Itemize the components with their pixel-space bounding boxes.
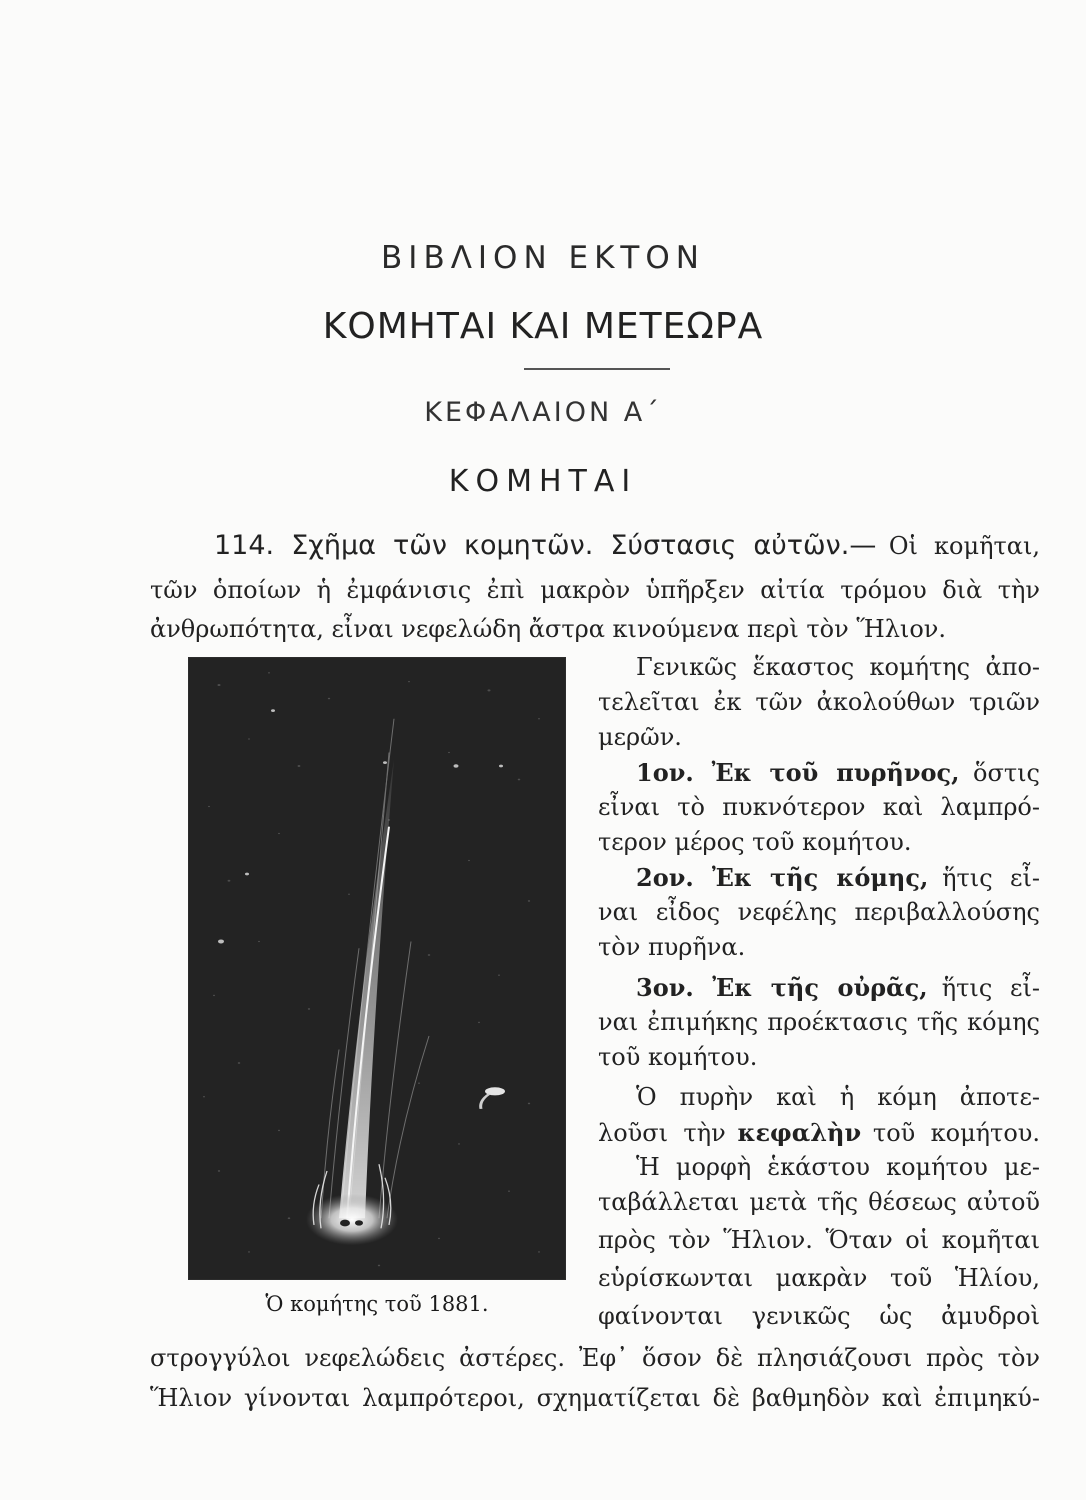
column-line: τὸν πυρῆνα.: [598, 933, 746, 961]
book-heading: ΒΙΒΛΙΟΝ ΕΚΤΟΝ: [381, 240, 705, 276]
paragraph-line: ἀνθρωπότητα, εἶναι νεφελώδη ἄστρα κινούμενα περὶ τὸν Ἥλιον.: [150, 615, 947, 643]
comet-image: [189, 658, 566, 1280]
paragraph-text: Οἱ κομῆται,: [888, 532, 1041, 560]
column-line: φαίνονται γενικῶς ὡς ἀμυδροὶ: [598, 1302, 1040, 1330]
column-line: Ἡ μορφὴ ἑκάστου κομήτου με-: [636, 1153, 1040, 1181]
column-text: τοῦ κομήτου.: [872, 1119, 1040, 1147]
item-label: 3ον. Ἐκ τῆς οὐρᾶς,: [636, 973, 928, 1002]
column-line: μερῶν.: [598, 723, 682, 751]
column-line: εὑρίσκωνται μακρὰν τοῦ Ἡλίου,: [598, 1264, 1040, 1292]
column-line: ταβάλλεται μετὰ τῆς θέσεως αὐτοῦ: [598, 1188, 1040, 1216]
column-line: [636, 863, 1040, 892]
column-line: τελεῖται ἐκ τῶν ἀκολούθων τριῶν: [598, 688, 1040, 716]
column-line: εἶναι τὸ πυκνότερον καὶ λαμπρό-: [598, 793, 1040, 821]
emphasis-term: κεφαλὴν: [737, 1118, 862, 1147]
figure-caption: Ὁ κομήτης τοῦ 1881.: [265, 1292, 489, 1316]
comet-photograph: [188, 657, 566, 1280]
column-line: πρὸς τὸν Ἥλιον. Ὅταν οἱ κομῆται: [598, 1226, 1040, 1254]
column-text: λοῦσι τὴν: [598, 1119, 726, 1147]
column-line: Ὁ πυρὴν καὶ ἡ κόμη ἀποτε-: [636, 1083, 1040, 1111]
item-text: ἥτις εἶ-: [942, 864, 1041, 892]
section-heading: ΚΟΜΗΤΑΙ: [448, 464, 638, 499]
column-line: τερον μέρος τοῦ κομήτου.: [598, 828, 912, 856]
title-divider: [524, 368, 670, 370]
column-line: ναι ἐπιμήκης προέκτασις τῆς κόμης: [598, 1008, 1040, 1036]
column-line: [598, 1118, 1040, 1147]
column-line: ναι εἶδος νεφέλης περιβαλλούσης: [598, 898, 1040, 926]
column-line: [636, 973, 1040, 1002]
item-text: ὅστις: [973, 759, 1040, 787]
item-text: ἥτις εἶ-: [941, 974, 1041, 1002]
column-line: [636, 758, 1040, 787]
page-title: ΚΟΜΗΤΑΙ ΚΑΙ ΜΕΤΕΩΡΑ: [322, 306, 764, 347]
item-label: 1ον. Ἐκ τοῦ πυρῆνος,: [636, 758, 960, 787]
paragraph-heading: 114. Σχῆμα τῶν κομητῶν. Σύστασις αὐτῶν.—: [214, 530, 877, 561]
chapter-heading: ΚΕΦΑΛΑΙΟΝ Α΄: [424, 397, 662, 428]
paragraph-line: τῶν ὁποίων ἡ ἐμφάνισις ἐπὶ μακρὸν ὑπῆρξεν αἰτία τρόμου διὰ τὴν: [150, 576, 1040, 604]
column-line: τοῦ κομήτου.: [598, 1043, 758, 1071]
paragraph-line: Ἥλιον γίνονται λαμπρότεροι, σχηματίζεται δὲ βαθμηδὸν καὶ ἐπιμηκύ-: [150, 1384, 1040, 1412]
paragraph-line: στρογγύλοι νεφελώδεις ἀστέρες. Ἐφ᾽ ὅσον δὲ πλησιάζουσι πρὸς τὸν: [150, 1344, 1040, 1372]
paragraph-line: [214, 530, 1040, 561]
item-label: 2ον. Ἐκ τῆς κόμης,: [636, 863, 929, 892]
column-line: Γενικῶς ἕκαστος κομήτης ἀπο-: [636, 653, 1040, 681]
